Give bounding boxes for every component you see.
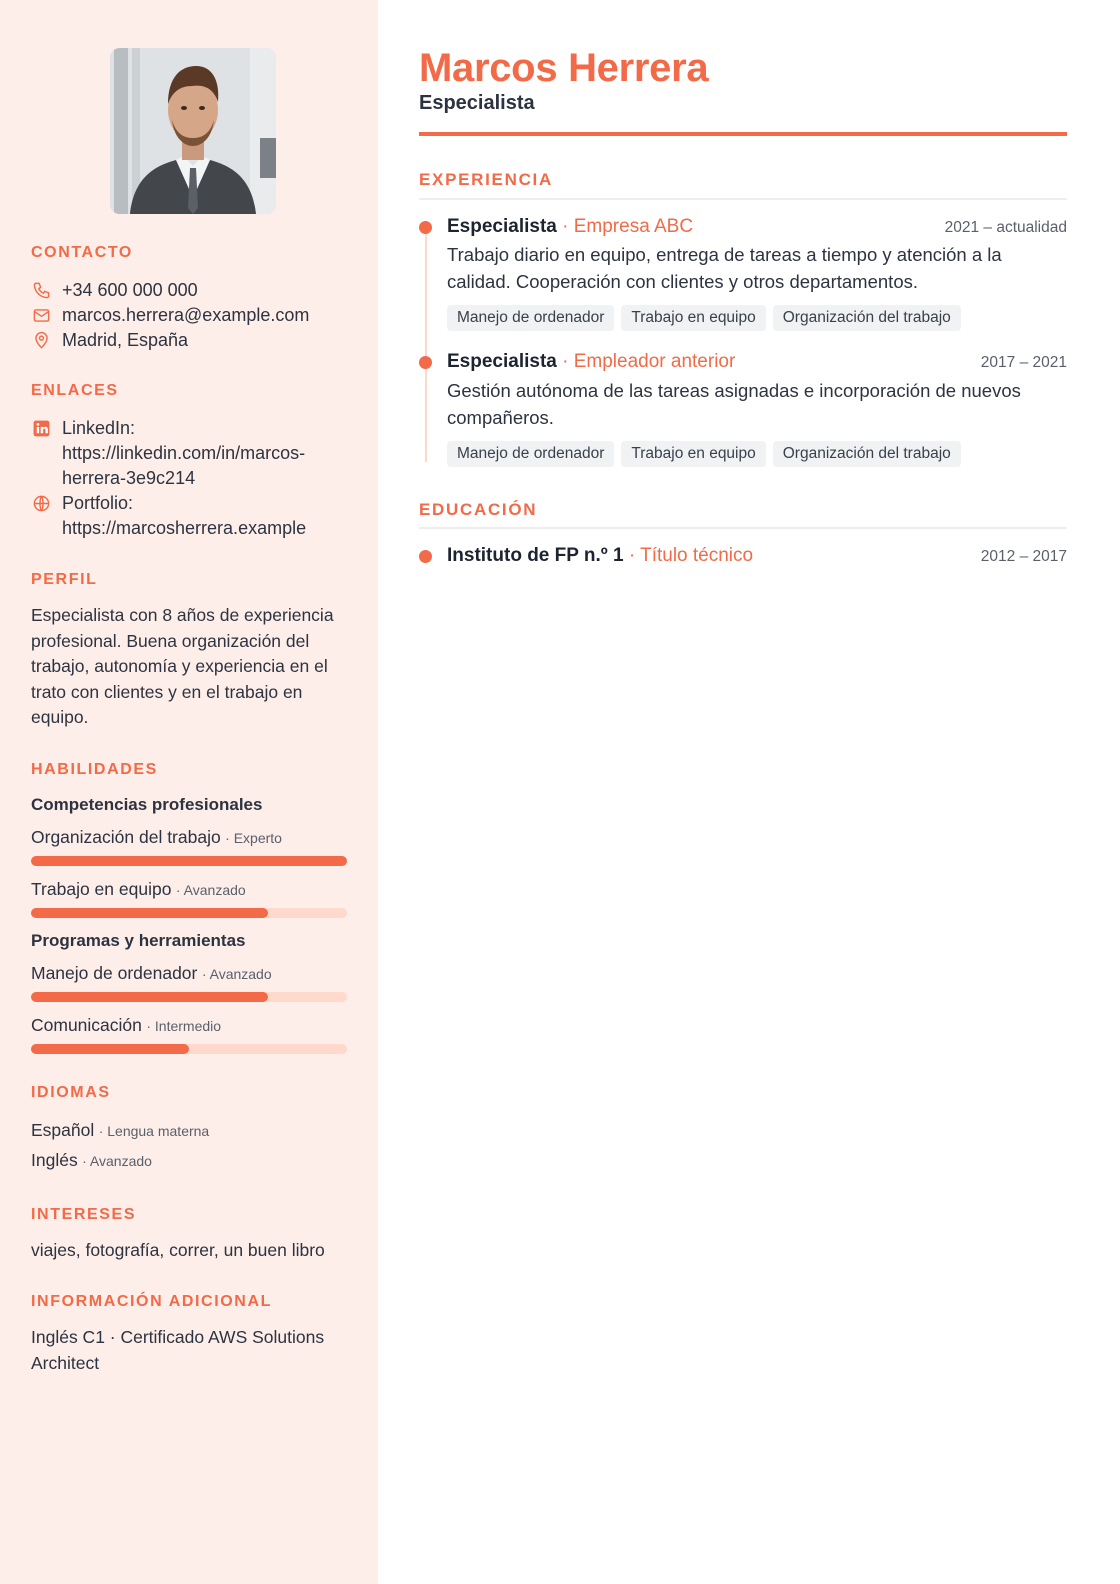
education-title: EDUCACIÓN xyxy=(419,500,538,519)
languages-title: IDIOMAS xyxy=(31,1083,111,1101)
interests-title: INTERESES xyxy=(31,1205,137,1223)
additional-line: Inglés C1 · Certificado AWS Solutions xyxy=(31,1327,325,1347)
job-company: Empresa ABC xyxy=(573,216,694,237)
links-title: ENLACES xyxy=(31,382,119,399)
links-section xyxy=(31,382,347,541)
language-level: · Avanzado xyxy=(82,1152,152,1169)
language-item xyxy=(31,1146,347,1176)
skill-name: Organización del trabajo xyxy=(31,826,221,847)
skill-item xyxy=(31,1015,347,1054)
skill-bar-fill xyxy=(31,908,268,918)
job-desc-line: Trabajo diario en equipo, entrega de tareas a tiempo y atención a la xyxy=(447,244,1002,265)
additional-title: INFORMACIÓN ADICIONAL xyxy=(31,1293,272,1310)
skill-name: Comunicación xyxy=(31,1014,142,1035)
skill-bar xyxy=(31,1044,347,1054)
profile-title: PERFIL xyxy=(31,571,98,588)
job-separator: · xyxy=(556,351,574,372)
skills-section xyxy=(31,761,347,1054)
portfolio-label: Portfolio: xyxy=(62,493,134,513)
additional-line: Architect xyxy=(31,1352,100,1373)
job-desc-line: compañeros. xyxy=(447,407,554,428)
job-description xyxy=(447,241,1067,295)
skill-bar xyxy=(31,992,347,1002)
skill-level: · Experto xyxy=(225,829,282,846)
skill-tag: Manejo de ordenador xyxy=(447,305,614,331)
language-name: Inglés xyxy=(31,1149,78,1170)
mail-icon xyxy=(31,303,51,328)
globe-icon xyxy=(31,491,51,516)
profile-line: Especialista con 8 años de experiencia xyxy=(31,605,334,625)
skill-name: Manejo de ordenador xyxy=(31,962,198,983)
candidate-role: Especialista xyxy=(419,92,535,114)
contact-phone xyxy=(31,278,347,303)
profile-photo xyxy=(110,48,276,214)
education-school: Instituto de FP n.º 1 xyxy=(447,545,624,566)
location-pin-icon xyxy=(31,328,51,353)
skill-bar-fill xyxy=(31,856,347,866)
interests-text: viajes, fotografía, correr, un buen libro xyxy=(31,1239,325,1260)
skill-item xyxy=(31,827,347,866)
job-role: Especialista xyxy=(447,351,557,372)
education-divider xyxy=(419,527,1067,529)
skill-item xyxy=(31,963,347,1002)
job-dates: 2021 – actualidad xyxy=(944,219,1067,236)
job-dates: 2017 – 2021 xyxy=(980,354,1067,371)
profile-text xyxy=(31,603,347,731)
link-portfolio[interactable] xyxy=(31,491,347,541)
job-header xyxy=(447,351,1067,373)
education-header xyxy=(447,545,1067,567)
education-dates: 2012 – 2017 xyxy=(980,548,1067,565)
skills-title: HABILIDADES xyxy=(31,760,158,778)
candidate-name: Marcos Herrera xyxy=(419,46,709,90)
linkedin-label: LinkedIn: xyxy=(62,418,136,438)
skill-group-title: Competencias profesionales xyxy=(31,794,263,814)
skill-item xyxy=(31,879,347,918)
timeline-dot xyxy=(419,550,432,563)
language-name: Español xyxy=(31,1119,95,1140)
contact-location xyxy=(31,328,347,353)
skill-level: · Avanzado xyxy=(175,881,246,898)
job-desc-line: calidad. Cooperación con clientes y otros departamentos. xyxy=(447,271,918,292)
phone-text[interactable]: +34 600 000 000 xyxy=(62,280,198,300)
job-header xyxy=(447,216,1067,238)
experience-divider xyxy=(419,198,1067,200)
skill-level: · Avanzado xyxy=(201,965,272,982)
education-degree: Título técnico xyxy=(640,545,754,566)
contact-email xyxy=(31,303,347,328)
skill-tag: Trabajo en equipo xyxy=(621,441,765,467)
profile-line: equipo. xyxy=(31,707,89,727)
skill-bar-fill xyxy=(31,1044,189,1054)
linkedin-url-line1[interactable]: https://linkedin.com/in/marcos- xyxy=(62,443,306,463)
contact-section xyxy=(31,244,347,353)
additional-section xyxy=(31,1293,347,1376)
skill-group-title: Programas y herramientas xyxy=(31,930,246,950)
timeline-dot xyxy=(419,356,432,369)
location-text: Madrid, España xyxy=(62,330,189,350)
portfolio-url[interactable]: https://marcosherrera.example xyxy=(62,518,307,538)
experience-timeline xyxy=(425,230,427,462)
job-tags xyxy=(447,305,961,331)
linkedin-icon xyxy=(31,416,51,441)
profile-section xyxy=(31,571,347,731)
timeline-dot xyxy=(419,221,432,234)
experience-title: EXPERIENCIA xyxy=(419,170,553,189)
job-company: Empleador anterior xyxy=(573,351,736,372)
skill-bar xyxy=(31,908,347,918)
job-desc-line: Gestión autónoma de las tareas asignadas e incorporación de nuevos xyxy=(447,380,1021,401)
linkedin-url-line2[interactable]: herrera-3e9c214 xyxy=(62,468,196,488)
skill-bar-fill xyxy=(31,992,268,1002)
skill-tag: Organización del trabajo xyxy=(773,441,961,467)
skill-bar xyxy=(31,856,347,866)
profile-line: profesional. Buena organización del xyxy=(31,630,310,651)
profile-line: trabajo, autonomía y experiencia en el xyxy=(31,656,328,676)
language-item xyxy=(31,1116,347,1146)
phone-icon xyxy=(31,278,51,303)
contact-title: CONTACTO xyxy=(31,244,133,261)
skill-tag: Manejo de ordenador xyxy=(447,441,614,467)
job-description xyxy=(447,377,1067,431)
skill-tag: Trabajo en equipo xyxy=(621,305,765,331)
job-role: Especialista xyxy=(447,216,557,237)
additional-text xyxy=(31,1325,347,1376)
job-separator: · xyxy=(556,216,574,237)
profile-line: trato con clientes y en el trabajo en xyxy=(31,681,303,702)
languages-section xyxy=(31,1084,347,1176)
interests-section xyxy=(31,1206,347,1264)
skill-name: Trabajo en equipo xyxy=(31,878,172,899)
education-separator: · xyxy=(623,545,641,566)
email-text[interactable]: marcos.herrera@example.com xyxy=(62,305,310,325)
language-level: · Lengua materna xyxy=(98,1122,210,1139)
skill-level: · Intermedio xyxy=(146,1017,222,1034)
link-linkedin[interactable] xyxy=(31,416,347,491)
header-divider xyxy=(419,132,1067,136)
skill-tag: Organización del trabajo xyxy=(773,305,961,331)
job-tags xyxy=(447,441,961,467)
sidebar xyxy=(0,0,378,1584)
